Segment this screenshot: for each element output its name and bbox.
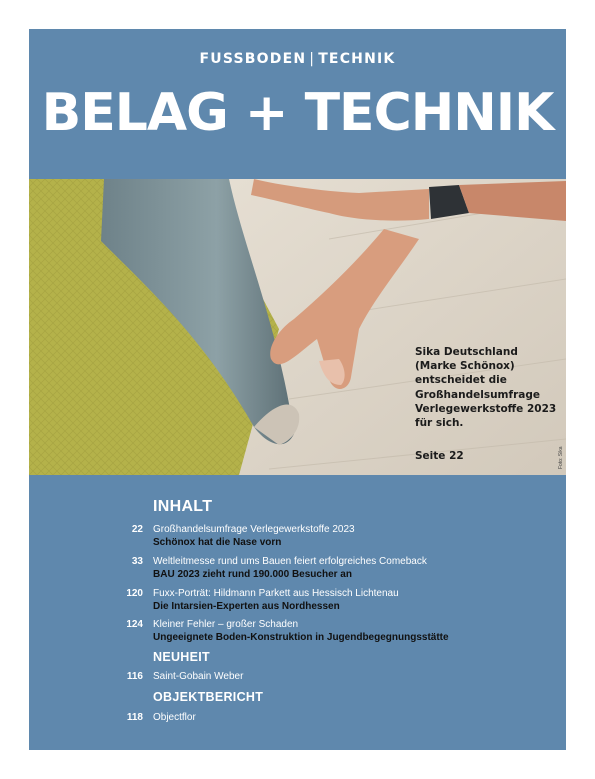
toc-heading-neuheit: NEUHEIT — [153, 650, 210, 664]
toc-entry-topic: Fuxx-Porträt: Hildmann Parkett aus Hessisch Lichtenau — [153, 588, 399, 599]
photo-caption — [415, 345, 565, 430]
toc-entry-title: Schönox hat die Nase vorn — [153, 537, 282, 548]
toc-heading-inhalt: INHALT — [153, 498, 213, 515]
toc-page-number: 33 — [131, 556, 143, 567]
toc-entry-title: BAU 2023 zieht rund 190.000 Besucher an — [153, 569, 352, 580]
caption-line: entscheidet die — [415, 374, 507, 387]
caption-page-ref: Seite 22 — [415, 450, 464, 462]
cover-photo — [29, 179, 566, 475]
toc-page-number: 22 — [131, 524, 143, 535]
supertitle-right: TECHNIK — [318, 51, 396, 67]
supertitle — [29, 51, 566, 67]
toc-entry-topic: Saint-Gobain Weber — [153, 671, 244, 682]
toc-entry-topic: Großhandelsumfrage Verlegewerkstoffe 2023 — [153, 524, 355, 535]
toc-entry-topic: Objectflor — [153, 712, 196, 723]
toc-page-number: 118 — [126, 712, 143, 723]
magazine-title: BELAG + TECHNIK — [41, 83, 554, 143]
supertitle-separator: | — [309, 51, 316, 67]
toc-entry-topic: Weltleitmesse rund ums Bauen feiert erfolgreiches Comeback — [153, 556, 427, 567]
magazine-cover — [29, 29, 566, 750]
toc-page-number: 116 — [126, 671, 143, 682]
caption-line: für sich. — [415, 417, 464, 430]
photo-credit: Foto: Sika — [558, 446, 564, 469]
table-of-contents — [29, 475, 566, 750]
toc-heading-objektbericht: OBJEKTBERICHT — [153, 690, 264, 704]
toc-page-number: 124 — [126, 619, 143, 630]
toc-entry-title: Die Intarsien-Experten aus Nordhessen — [153, 601, 340, 612]
supertitle-left: FUSSBODEN — [199, 51, 307, 67]
toc-entry-topic: Kleiner Fehler – großer Schaden — [153, 619, 299, 630]
caption-line: Großhandelsumfrage — [415, 388, 540, 401]
toc-page-number: 120 — [126, 588, 143, 599]
caption-line: (Marke Schönox) — [415, 360, 515, 373]
caption-line: Sika Deutschland — [415, 346, 518, 358]
toc-entry-title: Ungeeignete Boden-Konstruktion in Jugendbegegnungsstätte — [153, 632, 449, 643]
caption-line: Verlegewerkstoffe 2023 — [415, 402, 557, 415]
vinyl-floor-photo — [29, 179, 566, 475]
